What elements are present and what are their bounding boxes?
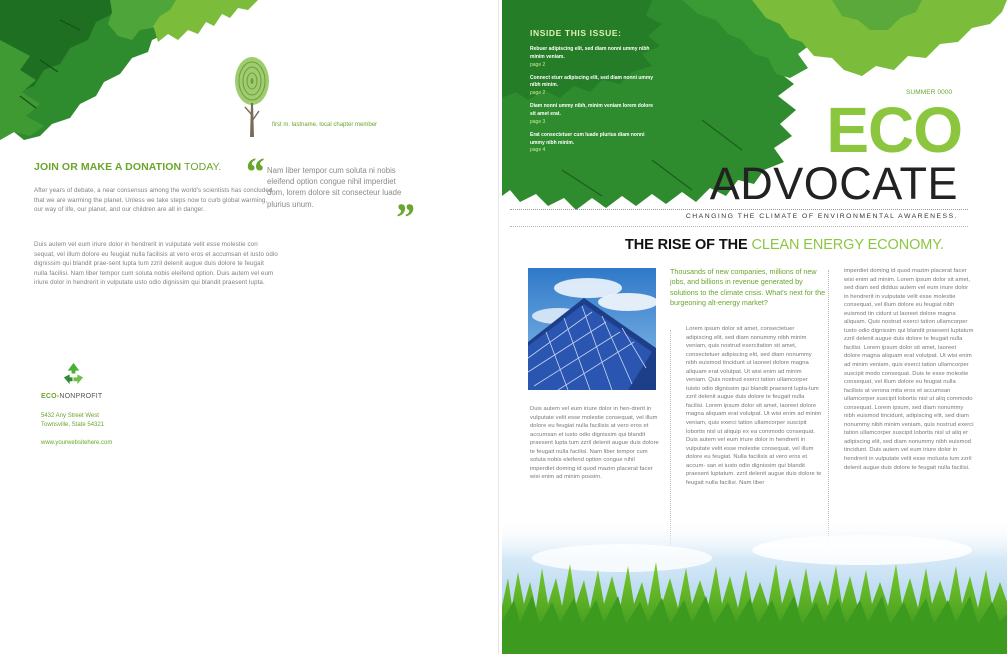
headline-dark: THE RISE OF THE — [625, 237, 748, 253]
donation-heading-bold: JOIN OR MAKE A DONATION — [34, 161, 182, 173]
toc-item-page: page 2 — [530, 61, 546, 68]
pull-quote: Nam liber tempor cum soluta ni nobis eleifend option congue nihil imperdiet dom, lorem dolore sit consecteur luade plurius unum. — [267, 166, 402, 209]
fingerprint-tree-image — [232, 55, 272, 140]
column-divider — [828, 270, 829, 548]
close-quote-mark: ” — [394, 195, 414, 240]
intro-paragraph: After years of debate, a near consensus among the world's scientists has concluded that we are warming the planet. Unless we take steps now to curb global warming, our way of life, our planet, and our children are all in danger. — [34, 187, 273, 213]
toc-item-text: Rebuer adipiscing elit, sed diam nonni ummy nibh minim veniam. — [530, 46, 650, 60]
masthead-divider — [510, 226, 968, 227]
address-line-1: 5432 Any Street West — [41, 413, 99, 419]
toc-item[interactable] — [530, 103, 660, 125]
table-of-contents — [530, 28, 660, 160]
toc-item-page: page 3 — [530, 118, 546, 125]
toc-item[interactable] — [530, 132, 660, 154]
masthead-advocate: ADVOCATE — [709, 158, 958, 209]
column-divider — [670, 330, 671, 548]
toc-title: INSIDE THIS ISSUE: — [530, 28, 622, 38]
article-headline — [625, 237, 965, 253]
address-line-2: Townsville, State 54321 — [41, 422, 105, 428]
page-gutter — [494, 0, 502, 654]
toc-item-text: Connect eturr adipiscing elit, sed diam nonni ummy nibh minim. — [530, 74, 654, 89]
left-page — [0, 0, 494, 654]
org-prefix: ECO- — [41, 393, 60, 400]
article-lead: Thousands of new companies, millions of new jobs, and billions in revenue generated by solutions to the climate crisis. What's next for the burgeoning alt-energy market? — [670, 267, 826, 308]
website-link[interactable]: www.yourwebsitehere.com — [41, 440, 113, 446]
masthead-eco: ECO — [826, 94, 962, 166]
issue-date: SUMMER 0000 — [906, 89, 953, 96]
organization-name — [41, 393, 102, 400]
toc-item[interactable] — [530, 75, 660, 97]
donation-heading-light: TODAY. — [181, 161, 222, 173]
photo-caption: first m. lastname, local chapter member — [272, 122, 378, 128]
mailing-address — [41, 412, 104, 430]
toc-item[interactable] — [530, 46, 660, 68]
solar-panel-photo — [528, 268, 656, 390]
article-column-3: imperdiet doming id quod mazim placerat facer wisi enim ad minim. Lorem ipsum dolor sit amet, sed diam sed diddus autem vel eum iriure dolor in hendrerit in vulputate velit esse molestie consequat, vel illum dolore eu feugiat nibh euismod tin cidunt ut laoreet dolore magna aliquam. Quis nostrud exerci tation ullamcorper tusto odio dignissim qui blandit praesent luptatum zzril delenit augue duis dolore te feugait nulla facilisi. Lorem ipsum dolor sit amet, laoreet dolore magna aliquam erat volutpat. Ut wisi enim ad minim veniam, quis exerci tation ullamcorper suscipit modo consequat. Duis te esse molestie consequat, vel illum dolore eu feugiat nulla facilisis at verona mita eros et accumsan ullamcorper suscipit lobortis nisl ut aliq commodo consequat. Lorem ipsum, sed diam nonummy nibh euismod tincidunt, adipiscing elit, sed diam nonummy nibh minim veniam, quis nostrud exerci tation ullamcorper suscipit lobortis nisl ut aliq er adipiscing elit, sed diam nonummy nibh euismod tincidunt. Duis autem vel eum iriure dolor in hendrerit in vulputate velit esse molusta tum zzril delenit augue duis dolore te feugait nulla facilisi. — [844, 268, 974, 471]
leaf-canopy-graphic — [0, 0, 260, 145]
toc-item-page: page 4 — [530, 147, 546, 154]
body-paragraph: Duis autem vel eum iriure dolor in hendrerit in vulputate velit esse molestie con sequat, vel illum dolore eu feugiat nulla facilisis at vero eros et accumsan et iusto odio dignissim qui blandit prae-sent lupta tum zzril delenit augue duis dolore te feugait nulla facilisi. Nam liber tempor cum soluta nobis eleifend option. Duis autem vel eum iriure dolor in hendrerit in vulputate usto odio dignissim qui blandit praesent lupta. — [34, 241, 278, 286]
org-suffix: NONPROFIT — [59, 393, 103, 400]
toc-item-text: Diam nonni ummy nibh, minim veniam lorem dolore sit amet erat. — [530, 103, 654, 117]
toc-item-text: Erat consectetuer cum luade plurius diam nonni ummy nibh minim. — [530, 131, 645, 146]
recycle-icon — [60, 360, 87, 387]
right-page — [502, 0, 1007, 654]
open-quote-mark: “ — [244, 149, 264, 194]
article-column-1: Duis autem vel eum iriure dolor in hen-drerit in vulputate velit esse molestie consequat, vel illum dolore eu feugiat nulla facilisis at vero eros et accumsan et iusto odio dignissim qui blandit praesent lupta tum zzril delenit augue duis dolore te feugait nulla facilisi. Nam liber tempor cum soluta nobis eleifend option congue nihil imperdiet doming id quod mazim placerat facer wisi enim ad minim possim. — [530, 406, 659, 481]
donation-heading — [34, 161, 234, 173]
article-column-2: Lorem ipsum dolor sit amet, consectetuer adipiscing elit, sed diam nonummy nibh minim veniam, quis nostrud exercitation sit amet, consectetuer adipiscing elit, sed diam nonummy nibh euismod tincidunt ut laoreet dolore magna aliquam erat volutpat. Ut wisi enim ad minim veniam. Quis nostrud exerci tation ullamcorper tuisto odio dignissim qui blandit praesent lupta-tum zzril delenit augue duis dolore te feugait nulla facilisi. Lorem ipsum dolor sit amet, laoreet dolore magna aliquam erat volutpat. Ut wisi enim ad minim veniam, quis exerci tation ullamcorper suscipit lobortis nisl ut aliquip ex ea commodo consequat. Duis autem vel eum iriure dolor in hendrerit in vulputate velit esse molestie consequat, vel illum dolore eu feugiat. Nulla facilisis at vero eros et accum- san et iusto odio dignissim qui blandit praesent luptatum. zzril delenit augue duis dolore te feugait nulla facilisi. Nam liber — [686, 326, 822, 486]
masthead-tagline: CHANGING THE CLIMATE OF ENVIRONMENTAL AWARENESS. — [685, 213, 958, 220]
toc-item-page: page 2 — [530, 90, 546, 97]
headline-green: CLEAN ENERGY ECONOMY. — [747, 237, 944, 253]
masthead-divider — [510, 209, 968, 210]
grass-sky-photo — [502, 518, 1007, 654]
